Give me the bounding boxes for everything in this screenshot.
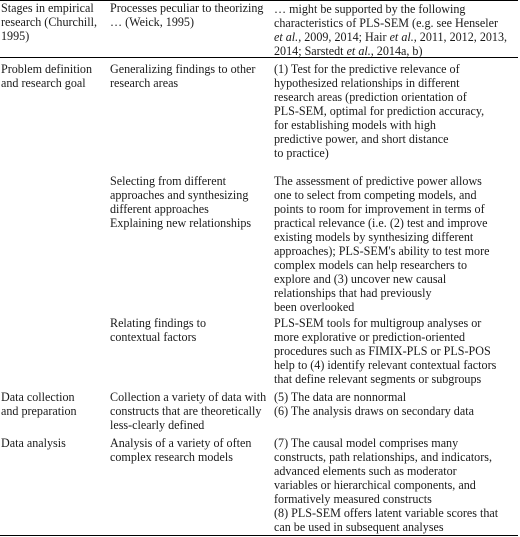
process-cell: Selecting from different approaches and synthesizing different approaches Explaining new relationships [110,174,252,230]
table-row [0,434,518,534]
process-cell: Generalizing findings to other research areas [110,62,256,90]
header-pls-characteristics: … might be supported by the following characteristics of PLS-SEM (e.g. see Henseler et al., 2009, 2014; Hair et al., 2011, 2012, 2013, 2014; Sarstedt et al., 2014a, b) [274,2,508,58]
support-cell: (5) The data are nonnormal (6) The analysis draws on secondary data [274,390,474,418]
table-row [0,388,518,434]
table-row [0,314,518,388]
process-cell: Relating findings to contextual factors [110,316,207,344]
support-cell: PLS-SEM tools for multigroup analyses or more explorative or prediction-oriented procedures such as FIMIX-PLS or PLS-POS help to (4) identify relevant contextual factors that define relevant segments or subgroups [274,316,497,386]
research-table [0,1,518,534]
stage-cell: Data analysis [1,436,66,450]
process-cell: Collection a variety of data with constructs that are theoretically less-clearly defined [110,390,267,432]
table-header-row [0,1,518,58]
table-row [0,58,518,172]
table-row [0,172,518,314]
bottom-rule [0,535,518,536]
support-cell: The assessment of predictive power allows one to select from competing models, and points to room for improvement in terms of practical relevance (i.e. (2) test and improve existing models by synthesizing different approaches); PLS-SEM's ability to test more complex models can help researchers to explore and (3) uncover new causal relationships that had previously been overlooked [274,174,490,314]
support-cell: (7) The causal model comprises many constructs, path relationships, and indicators, advanced elements such as moderator variables or hierarchical components, and formatively measured constructs (8) PLS-SEM offers latent variable scores that can be used in subsequent analyses [274,436,499,534]
stage-cell: Data collection and preparation [1,390,77,418]
header-stages: Stages in empirical research (Churchill, 1995) [1,1,98,43]
process-cell: Analysis of a variety of often complex research models [110,436,252,464]
support-cell: (1) Test for the predictive relevance of hypothesized relationships in different research areas (prediction orientation of PLS-SEM, optimal for prediction accuracy, for establishing models with high predictive power, and short distance to practice) [274,62,485,160]
stage-cell: Problem definition and research goal [1,62,93,90]
header-processes: Processes peculiar to theorizing … (Weick, 1995) [110,1,264,29]
